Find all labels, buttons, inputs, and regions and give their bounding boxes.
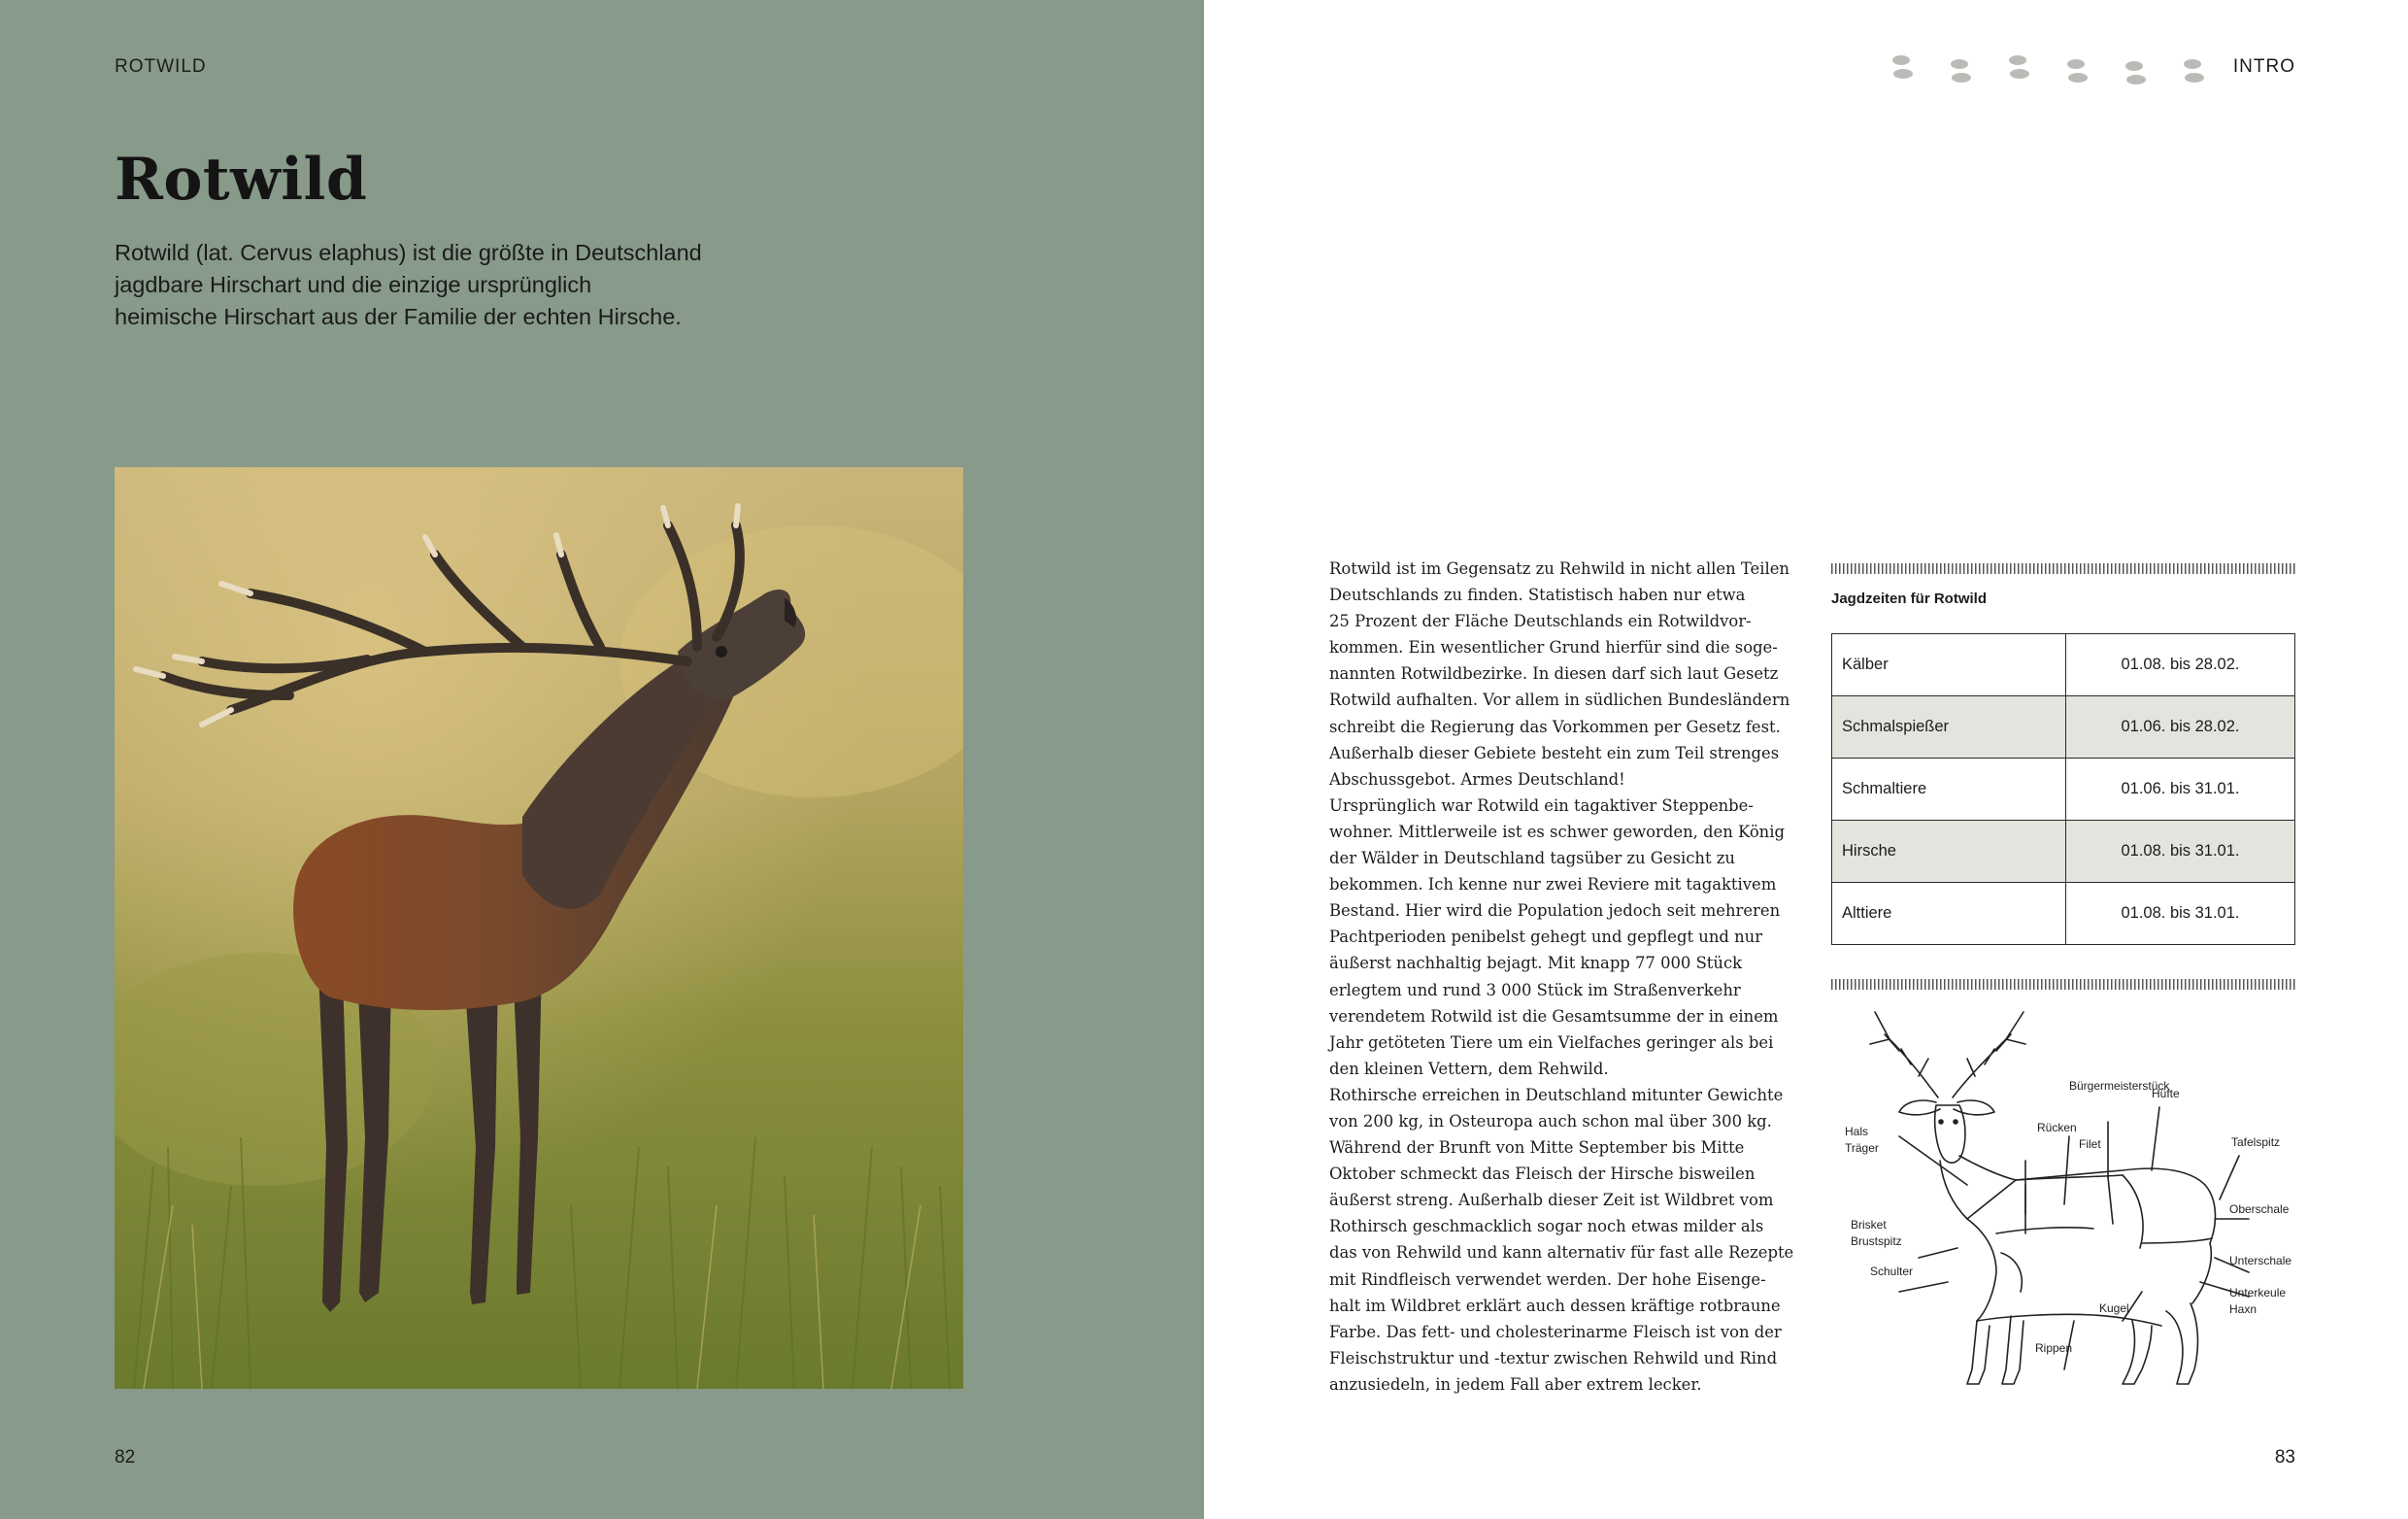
label-filet: Filet: [2079, 1137, 2101, 1151]
lead-line: Rotwild (lat. Cervus elaphus) ist die größte in Deutschland: [115, 240, 702, 265]
body-line: der Wälder in Deutschland tagsüber zu Gesicht zu: [1329, 849, 1735, 868]
red-deer-stag-roaring-photo: [115, 467, 963, 1389]
label-oberschale: Oberschale: [2229, 1202, 2290, 1216]
lead-paragraph: [115, 237, 794, 333]
period-cell: 01.06. bis 28.02.: [2066, 696, 2295, 759]
body-line: Pachtperioden penibelst gehegt und gepflegt und nur: [1329, 928, 1763, 947]
body-line: Rothirsch geschmacklich sogar noch etwas milder als: [1329, 1217, 1764, 1236]
body-line: 25 Prozent der Fläche Deutschlands ein Rotwildvor-: [1329, 612, 1752, 631]
body-line: den kleinen Vettern, dem Rehwild.: [1329, 1059, 1609, 1078]
label-schulter: Schulter: [1870, 1265, 1914, 1278]
body-line: Fleischstruktur und -textur zwischen Rehwild und Rind: [1329, 1348, 1778, 1367]
table-row: [1832, 821, 2295, 883]
running-head-left: ROTWILD: [115, 56, 207, 77]
label-hals: Hals: [1845, 1125, 1869, 1138]
body-line: kommen. Ein wesentlicher Grund hierfür sind die soge-: [1329, 638, 1778, 658]
page-number-right: 83: [2274, 1447, 2295, 1468]
hunting-season-table: [1831, 633, 2295, 945]
body-line: nannten Rotwildbezirke. In diesen darf sich laut Gesetz: [1329, 664, 1779, 684]
body-line: bekommen. Ich kenne nur zwei Reviere mit tagaktivem: [1329, 875, 1777, 895]
label-traeger: Träger: [1845, 1141, 1879, 1155]
label-huefte: Hüfte: [2152, 1087, 2180, 1100]
table-row: [1832, 634, 2295, 696]
body-line: äußerst streng. Außerhalb dieser Zeit ist Wildbret vom: [1329, 1191, 1774, 1210]
body-line: Oktober schmeckt das Fleisch der Hirsche bisweilen: [1329, 1165, 1756, 1184]
period-cell: 01.08. bis 31.01.: [2066, 883, 2295, 945]
label-buergermeisterstueck: Bürgermeisterstück: [2069, 1079, 2170, 1093]
hatch-rule-bottom: [1831, 979, 2295, 990]
animal-cell: Schmaltiere: [1832, 759, 2066, 821]
period-cell: 01.08. bis 28.02.: [2066, 634, 2295, 696]
body-line: anzusiedeln, in jedem Fall aber extrem lecker.: [1329, 1374, 1702, 1394]
body-line: verendetem Rotwild ist die Gesamtsumme der in einem: [1329, 1006, 1779, 1026]
label-ruecken: Rücken: [2037, 1121, 2077, 1134]
table-row: [1832, 759, 2295, 821]
hatch-rule-top: [1831, 563, 2295, 574]
body-line: Bestand. Hier wird die Population jedoch seit mehreren: [1329, 901, 1781, 921]
body-line: Während der Brunft von Mitte September bis Mitte: [1329, 1138, 1745, 1158]
body-line: Jahr getöteten Tiere um ein Vielfaches geringer als bei: [1329, 1032, 1774, 1052]
body-line: Farbe. Das fett- und cholesterinarme Fleisch ist von der: [1329, 1322, 1782, 1341]
body-line: schreibt die Regierung das Vorkommen per Gesetz fest.: [1329, 717, 1781, 736]
label-unterkeule: Unterkeule: [2229, 1286, 2287, 1300]
body-line: Abschussgebot. Armes Deutschland!: [1329, 769, 1625, 789]
body-line: wohner. Mittlerweile ist es schwer geworden, den König: [1329, 822, 1785, 841]
running-head-right: INTRO: [2232, 56, 2295, 77]
label-kugel: Kugel: [2099, 1301, 2129, 1315]
body-line: Außerhalb dieser Gebiete besteht ein zum Teil strenges: [1329, 743, 1780, 762]
table-row: [1832, 696, 2295, 759]
lead-line: jagdbare Hirschart und die einzige ursprünglich: [115, 272, 592, 297]
animal-cell: Kälber: [1832, 634, 2066, 696]
table-row: [1832, 883, 2295, 945]
table-title: Jagdzeiten für Rotwild: [1831, 591, 1988, 607]
body-line: halt im Wildbret erklärt auch dessen kräftige rotbraune: [1329, 1296, 1781, 1315]
label-haxn: Haxn: [2229, 1302, 2258, 1316]
period-cell: 01.08. bis 31.01.: [2066, 821, 2295, 883]
page-number-left: 82: [115, 1447, 136, 1468]
body-text: [1329, 556, 1795, 1398]
body-line: von 200 kg, in Osteuropa auch schon mal über 300 kg.: [1329, 1111, 1772, 1131]
label-brisket: Brisket: [1851, 1218, 1887, 1232]
body-line: Rothirsche erreichen in Deutschland mitunter Gewichte: [1329, 1085, 1784, 1104]
page-title: Rotwild: [115, 146, 368, 214]
body-line: Rotwild ist im Gegensatz zu Rehwild in nicht allen Teilen: [1329, 559, 1789, 578]
animal-cell: Hirsche: [1832, 821, 2066, 883]
body-line: Deutschlands zu finden. Statistisch haben nur etwa: [1329, 586, 1746, 605]
deer-butchery-cuts-diagram: [1831, 1000, 2295, 1389]
lead-line: heimische Hirschart aus der Familie der echten Hirsche.: [115, 304, 682, 329]
body-line: Rotwild aufhalten. Vor allem in südlichen Bundesländern: [1329, 691, 1790, 710]
body-line: erlegtem und rund 3 000 Stück im Straßenverkehr: [1329, 980, 1741, 999]
label-rippen: Rippen: [2035, 1341, 2073, 1355]
body-line: das von Rehwild und kann alternativ für fast alle Rezepte: [1329, 1243, 1794, 1263]
animal-cell: Alttiere: [1832, 883, 2066, 945]
label-brustspitz: Brustspitz: [1851, 1234, 1902, 1248]
label-unterschale: Unterschale: [2229, 1254, 2292, 1267]
body-line: Ursprünglich war Rotwild ein tagaktiver Steppenbe-: [1329, 795, 1754, 815]
animal-cell: Schmalspießer: [1832, 696, 2066, 759]
body-line: mit Rindfleisch verwendet werden. Der hohe Eisenge-: [1329, 1269, 1766, 1289]
hoof-print-trail-icon: [1891, 51, 2222, 89]
period-cell: 01.06. bis 31.01.: [2066, 759, 2295, 821]
label-tafelspitz: Tafelspitz: [2231, 1135, 2281, 1149]
body-line: äußerst nachhaltig bejagt. Mit knapp 77 000 Stück: [1329, 954, 1743, 973]
